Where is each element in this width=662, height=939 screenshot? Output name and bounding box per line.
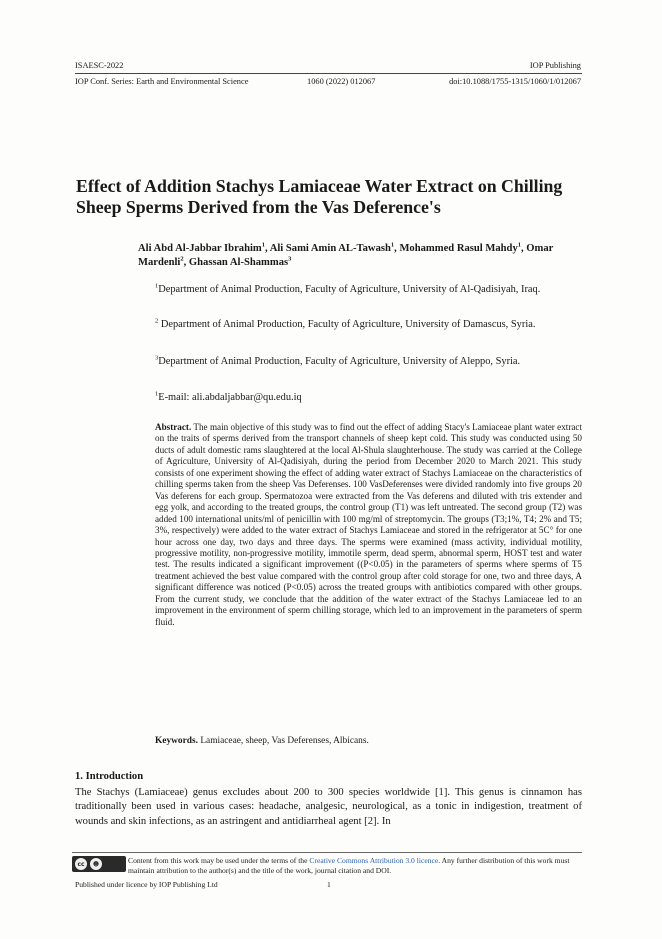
affiliation-2 xyxy=(155,318,585,332)
author-name: Omar Mardenli xyxy=(138,243,554,268)
series-name: IOP Conf. Series: Earth and Environmental Science xyxy=(75,77,249,86)
author-separator: , xyxy=(183,257,189,268)
attribution-icon: ☻ xyxy=(90,858,102,870)
author-affiliation-mark: 1 xyxy=(390,241,395,249)
license-notice xyxy=(128,856,583,875)
cc-license-badge[interactable] xyxy=(72,856,126,872)
doi[interactable]: doi:10.1088/1755-1315/1060/1/012067 xyxy=(449,77,581,86)
affiliation-mark: 2 xyxy=(155,317,159,325)
author-list xyxy=(138,242,598,270)
author-separator: , xyxy=(264,243,270,254)
publisher-name: IOP Publishing xyxy=(529,61,581,70)
cc-icon: cc xyxy=(75,858,87,870)
affiliation-text: Department of Animal Production, Faculty of Agriculture, University of Aleppo, Syria. xyxy=(158,356,521,367)
email-text[interactable]: E-mail: ali.abdaljabbar@qu.edu.iq xyxy=(158,392,302,403)
author-separator: , xyxy=(521,243,527,254)
abstract-label: Abstract. xyxy=(155,422,192,432)
page-number: 1 xyxy=(327,880,331,889)
article-number: 1060 (2022) 012067 xyxy=(307,77,376,86)
email xyxy=(155,391,585,405)
author-affiliation-mark: 1 xyxy=(517,241,521,249)
license-pre: Content from this work may be used under the terms of the xyxy=(128,856,310,865)
published-by: Published under licence by IOP Publishing Ltd xyxy=(75,880,218,889)
affiliation-mark: 1 xyxy=(155,282,159,290)
author-separator: , xyxy=(394,243,400,254)
license-post: . Any further distribution of this work must maintain attribution to the author(s) and the title of the work, journal citation and DOI. xyxy=(128,856,570,875)
affiliation-mark: 3 xyxy=(155,354,159,362)
license-link[interactable]: Creative Commons Attribution 3.0 licence xyxy=(309,856,439,865)
introduction-text: The Stachys (Lamiaceae) genus excludes about 200 to 300 species worldwide [1]. This genus is cinnamon has traditionally been used in various cases: headache, analgesic, neurological, as a tonic in indigestion, treatment of wounds and skin infections, as an astringent and antidiarrheal agent [2]. In xyxy=(75,787,582,827)
author-affiliation-mark: 2 xyxy=(180,255,184,263)
affiliation-mark: 1 xyxy=(155,390,159,398)
author-name: Mohammed Rasul Mahdy xyxy=(399,243,518,254)
abstract xyxy=(155,422,582,628)
keywords-text: Lamiaceae, sheep, Vas Deferenses, Albicans. xyxy=(197,736,369,746)
author-affiliation-mark: 3 xyxy=(288,255,292,263)
affiliation-text: Department of Animal Production, Faculty of Agriculture, University of Al-Qadisiyah, Iraq. xyxy=(158,284,541,295)
section-heading: 1. Introduction xyxy=(75,771,144,782)
header-rule xyxy=(75,73,582,74)
abstract-text: The main objective of this study was to find out the effect of adding Stacy's Lamiaceae plant water extract on the traits of sperms derived from the transport channels of sheep kept cold. This study was conducted using 50 ducts of adult domestic rams slaughtered at the local Al-Shula slaughterhouse. The study was carried at the College of Agriculture, University of Al-Qadisiyah, during the period from December 2020 to March 2021. This study consists of one experiment showing the effect of adding water extract of Stachys Lamiaceae on the characteristics of chilling sperms taken from the sheep Vas Deferenses. 100 VasDeferenses were divided randomly into five groups 20 Vas deferens for each group. Spermatozoa were extracted from the Vas deferens and diluted with tris extender and egg yolk, and according to the treated groups, the control group (T1) was left untreated. The second group (T2) was added 100 international units/ml of penicillin with 100 mg/ml of streptomycin. The groups (T3;1%, T4; 2% and T5; 3%, respectively) were added to the water extract of Stachys Lamiaceae and stored in the refrigerator at 5C° for one hour across one day, two days and three days. The sperms were examined (mass activity, individual motility, progressive motility, non-progressive motility, immotile sperm, dead sperm, abnormal sperm, HOST test and water test. The results indicated a significant improvement ((P<0.05) in the parameters of sperms where sperms of T5 treatment achieved the best value compared with the control group after cold storage for one, two and three days, A significant difference was noticed (P<0.05) across the treated groups with antibiotics compared with other groups. From the current study, we conclude that the addition of the water extract of the Stachys Lamiaceae led to an improvement in the environment of sperm chilling storage, which led to an improvement in the parameters of sperm fluid. xyxy=(155,422,582,627)
keywords-label: Keywords. xyxy=(155,736,198,746)
author-name: Ali Sami Amin AL-Tawash xyxy=(269,243,391,254)
affiliation-1 xyxy=(155,283,585,297)
affiliation-3 xyxy=(155,355,585,369)
author-name: Ghassan Al-Shammas xyxy=(188,257,289,268)
affiliation-text: Department of Animal Production, Faculty of Agriculture, University of Damascus, Syria. xyxy=(158,319,536,330)
author-affiliation-mark: 1 xyxy=(261,241,265,249)
paper-title: Effect of Addition Stachys Lamiaceae Water Extract on Chilling Sheep Sperms Derived from the Vas Deference's xyxy=(76,176,563,217)
conference-name: ISAESC-2022 xyxy=(75,61,124,70)
author-name: Ali Abd Al-Jabbar Ibrahim xyxy=(138,243,262,254)
footer-rule xyxy=(72,852,582,853)
keywords xyxy=(155,736,369,746)
